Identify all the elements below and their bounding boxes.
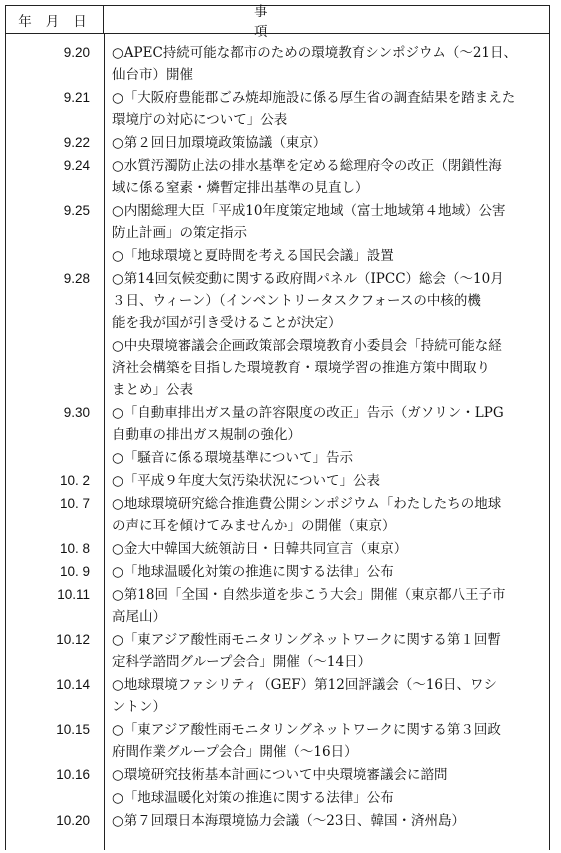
row-date: 9.24	[63, 158, 90, 173]
event-line: ○「東アジア酸性雨モニタリングネットワークに関する第１回暫	[112, 632, 501, 648]
event-line: 定科学諮問グループ会合」開催（～14日）	[112, 654, 372, 670]
event-line: ○地球環境研究総合推進費公開シンポジウム「わたしたちの地球	[112, 496, 502, 512]
row-date: 10. 8	[59, 541, 90, 556]
event-line: 環境庁の対応について」公表	[112, 112, 288, 128]
event-line: ○「大阪府豊能郡ごみ焼却施設に係る厚生省の調査結果を踏まえた	[112, 90, 516, 106]
row-date: 10.16	[56, 767, 90, 782]
header-date: 年月日	[6, 6, 104, 33]
row-date: 9.28	[63, 271, 90, 286]
row-date: 9.22	[63, 135, 90, 150]
row-event	[112, 87, 540, 131]
event-line: 高尾山）	[112, 609, 166, 625]
event-line: ○第18回「全国・自然歩道を歩こう大会」開催（東京都八王子市	[112, 587, 506, 603]
row-event	[112, 584, 540, 628]
row-event	[112, 810, 540, 832]
row-event	[112, 268, 540, 334]
row-date: 10.20	[56, 813, 90, 828]
row-event	[112, 132, 540, 154]
row-date: 10.11	[57, 587, 90, 602]
column-divider	[104, 34, 105, 850]
event-line: ○地球環境ファシリティ（GEF）第12回評議会（～16日、ワシ	[112, 677, 498, 693]
row-event	[112, 764, 540, 786]
row-date: 9.20	[63, 45, 90, 60]
row-date: 10.15	[56, 722, 90, 737]
row-event	[112, 538, 540, 560]
event-line: ○「地球環境と夏時間を考える国民会議」設置	[112, 248, 394, 264]
row-event	[112, 402, 540, 446]
event-line: ○「東アジア酸性雨モニタリングネットワークに関する第３回政	[112, 722, 501, 738]
row-event	[112, 335, 540, 401]
row-event	[112, 674, 540, 718]
event-line: ントン）	[112, 699, 166, 715]
row-event	[112, 155, 540, 199]
event-line: ○APEC持続可能な都市のための環境教育シンポジウム（～21日、	[112, 45, 518, 61]
event-line: ○金大中韓国大統領訪日・日韓共同宣言（東京）	[112, 541, 408, 557]
event-line: まとめ」公表	[112, 382, 193, 398]
event-line: ○第２回日加環境政策協議（東京）	[112, 135, 327, 151]
row-date: 9.21	[63, 90, 90, 105]
event-line: ○環境研究技術基本計画について中央環境審議会に諮問	[112, 767, 448, 783]
event-line: 済社会構築を目指した環境教育・環境学習の推進方策中間取り	[112, 360, 490, 376]
event-line: ○中央環境審議会企画政策部会環境教育小委員会「持続可能な経	[112, 338, 502, 354]
row-date: 10. 2	[59, 473, 90, 488]
event-line: 防止計画」の策定指示	[112, 225, 247, 241]
row-event	[112, 719, 540, 763]
row-event	[112, 447, 540, 469]
event-line: ○「自動車排出ガス量の許容限度の改正」告示（ガソリン・LPG	[112, 405, 504, 421]
event-line: ○第７回環日本海環境協力会議（～23日、韓国・済州島）	[112, 813, 465, 829]
header-event: 事項	[254, 3, 418, 40]
row-event	[112, 493, 540, 537]
event-line: 自動車の排出ガス規制の強化）	[112, 427, 301, 443]
row-event	[112, 629, 540, 673]
event-line: ○第14回気候変動に関する政府間パネル（IPCC）総会（～10月	[112, 271, 504, 287]
event-line: ○水質汚濁防止法の排水基準を定める総理府令の改正（閉鎖性海	[112, 158, 502, 174]
event-line: 仙台市）開催	[112, 67, 193, 83]
row-date: 9.25	[63, 203, 90, 218]
event-line: 府間作業グループ会合」開催（～16日）	[112, 744, 358, 760]
event-line: ○内閣総理大臣「平成10年度策定地域（富士地域第４地域）公害	[112, 203, 506, 219]
event-line: ○「平成９年度大気汚染状況について」公表	[112, 473, 381, 489]
event-line: 能を我が国が引き受けることが決定）	[112, 315, 342, 331]
row-event	[112, 200, 540, 244]
table-header	[6, 3, 549, 40]
row-date: 9.30	[63, 405, 90, 420]
row-date: 10. 7	[59, 496, 90, 511]
row-date: 10. 9	[59, 564, 90, 579]
row-date: 10.14	[56, 677, 90, 692]
event-line: ○「地球温暖化対策の推進に関する法律」公布	[112, 790, 394, 806]
row-event	[112, 470, 540, 492]
event-line: ○「地球温暖化対策の推進に関する法律」公布	[112, 564, 394, 580]
event-line: ○「騒音に係る環境基準について」告示	[112, 450, 354, 466]
event-line: ３日、ウィーン）（インベントリータスクフォースの中核的機	[112, 293, 481, 309]
row-event	[112, 245, 540, 267]
chronology-table	[5, 5, 550, 850]
event-line: の声に耳を傾けてみませんか」の開催（東京）	[112, 518, 396, 534]
event-line: 域に係る窒素・燐暫定排出基準の見直し）	[112, 180, 369, 196]
row-event	[112, 42, 540, 86]
row-event	[112, 561, 540, 583]
row-event	[112, 787, 540, 809]
row-date: 10.12	[56, 632, 90, 647]
